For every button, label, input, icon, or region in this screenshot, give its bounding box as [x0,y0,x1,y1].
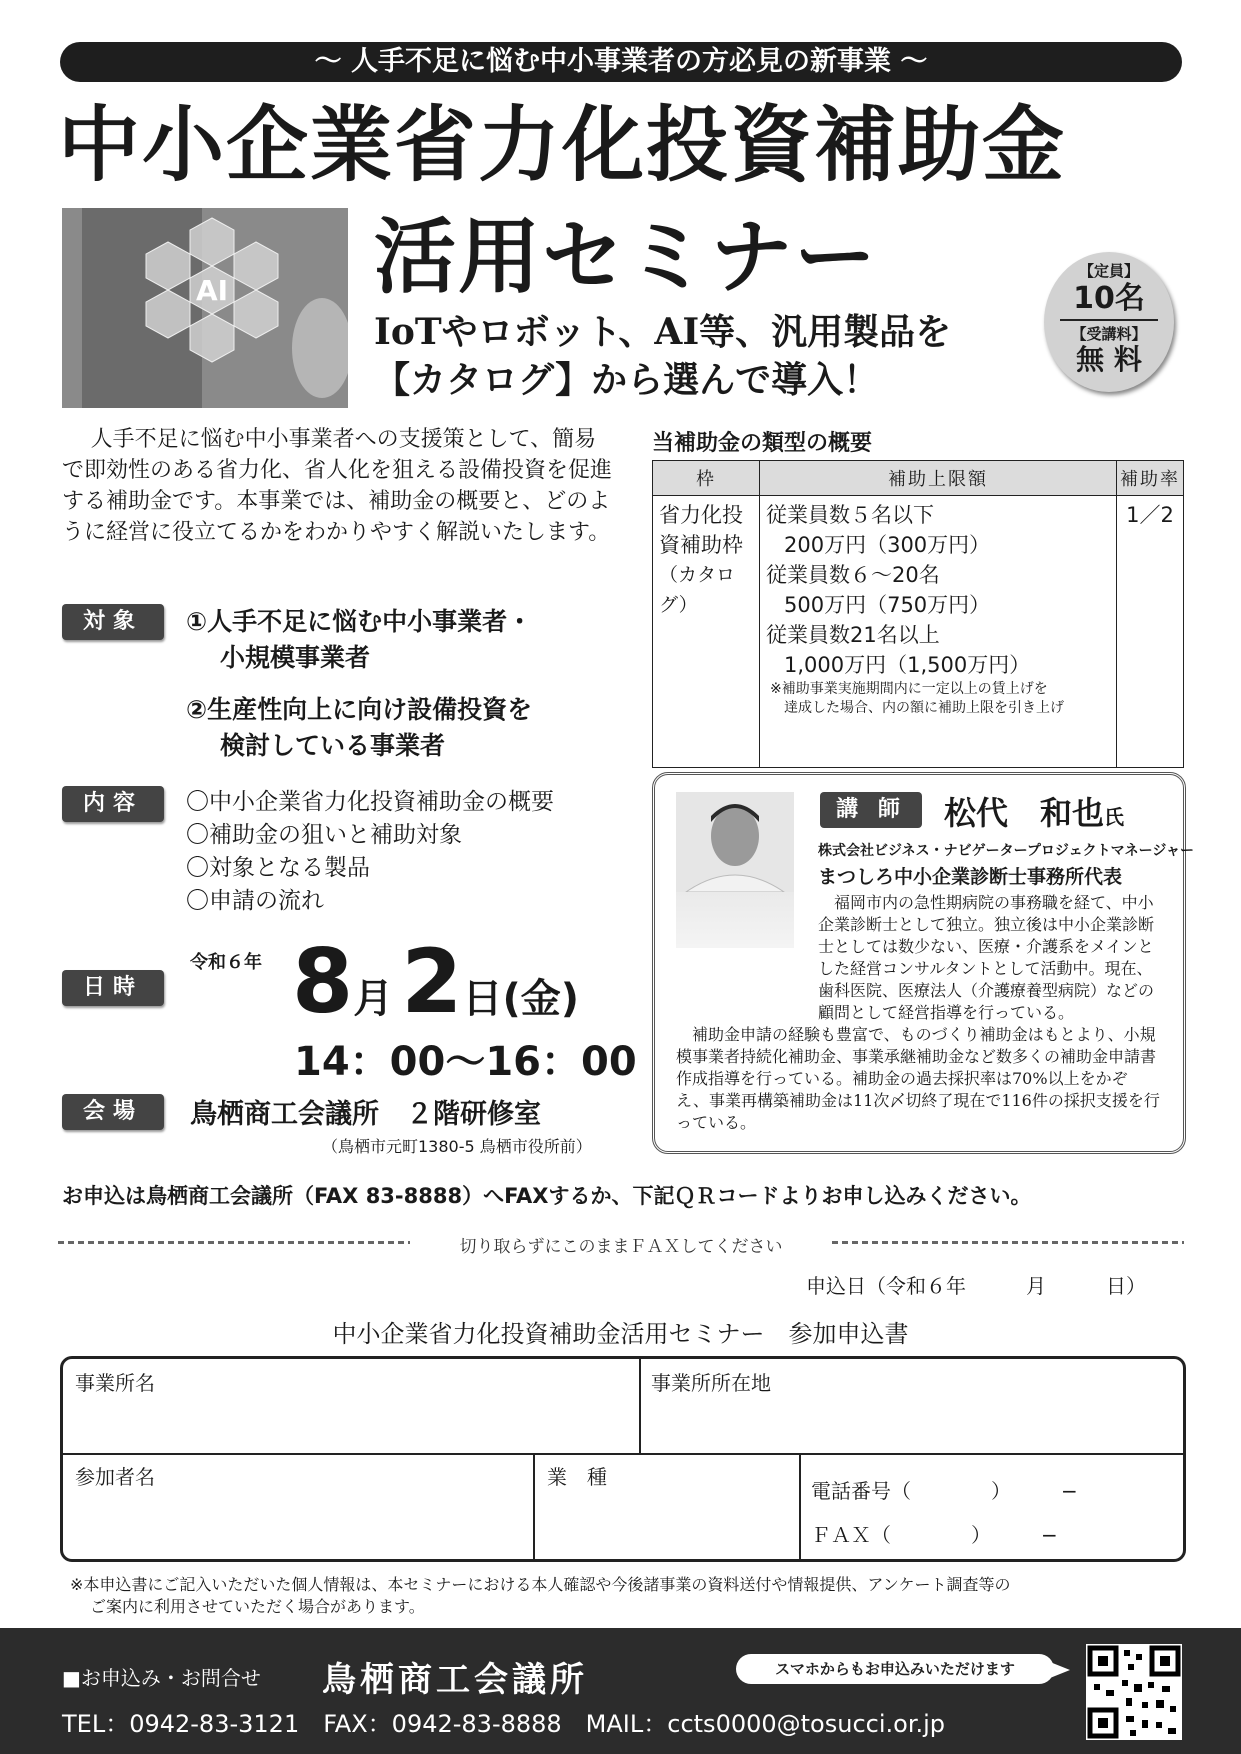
intro-paragraph: 人手不足に悩む中小事業者への支援策として、簡易で即効性のある省力化、省人化を狙える設備投資を促進する補助金です。本事業では、補助金の概要と、どのように経営に役立てるかをわかりやすく解説いたします。 [62,427,613,545]
target-tag: 対象 [62,604,164,640]
summary-title: 当補助金の類型の概要 [652,431,873,456]
fee-value: 無 料 [1076,343,1142,376]
lecturer-bio-p2: 補助金申請の経験も豊富で、ものづくり補助金はもとより、小規模事業者持続化補助金、事業承継補助金など数多くの補助金申請書作成指導を行っている。補助金の過去採択率は70%以上をかぞえ、事業再構築補助金は11次〆切終了現在で116件の採択支援を行っている。 [676,1025,1160,1132]
list-item: 〇申請の流れ [186,888,324,914]
event-time: 14：00〜16：00 [294,1039,637,1085]
target-item-2-line1: ②生産性向上に向け設備投資を [186,695,533,724]
fee-label: 【受講料】 [1071,325,1147,343]
application-date: 申込日（令和６年 月 日） [806,1274,1146,1298]
limit-note-line2: 達成した場合、内の額に補助上限を引き上げ [784,700,1064,716]
limit-note-line1: ※補助事業実施期間内に一定以上の賃上げを [770,681,1048,697]
summary-rate-cell: 1／2 [1117,496,1184,768]
event-date [292,930,579,1033]
target-item-1 [186,604,532,676]
page-subtitle: 活用セミナー [374,210,879,305]
limit-amount-1: 200万円（300万円） [784,533,991,557]
privacy-note-line2: ご案内に利用させていただく場合があります。 [90,1597,425,1616]
capacity-divider [1060,319,1158,321]
date-era: 令和６年 [190,952,262,973]
contact-label: ■お申込み・お問合せ [62,1666,261,1690]
content-list [186,786,554,918]
office-name-field[interactable]: 事業所名 [75,1371,155,1395]
venue-address: （鳥栖市元町1380-5 鳥栖市役所前） [322,1137,592,1156]
lecturer-company: 株式会社ビジネス・ナビゲータープロジェクトマネージャー [818,843,1195,859]
date-month-unit: 月 [353,976,394,1022]
lecturer-bio [676,892,1160,1134]
summary-table [652,460,1184,768]
callout-arrow [1050,1662,1070,1678]
lecturer-name-text: 松代 和也 [944,794,1105,832]
tagline [374,308,951,404]
venue-tag: 会場 [62,1094,164,1130]
phone-field[interactable]: 電話番号（ ） − [811,1479,1078,1503]
ai-hexagon-illustration [62,208,348,408]
lecturer-tag: 講 師 [820,792,922,828]
date-day-unit: 日 [462,976,503,1022]
content-tag: 内容 [62,786,164,822]
limit-amount-2: 500万円（750万円） [784,593,991,617]
capacity-label: 【定員】 [1078,262,1139,280]
form-title: 中小企業省力化投資補助金活用セミナー 参加申込書 [332,1320,909,1348]
fax-field[interactable]: ＦＡＸ（ ） − [811,1523,1058,1547]
frame-line2: 資補助枠 [659,533,743,557]
photo-ai-label: AI [195,274,229,307]
list-item: 〇中小企業省力化投資補助金の概要 [186,789,554,815]
lecturer-honorific: 氏 [1104,805,1125,829]
lecturer-bio-p1: 福岡市内の急性期病院の事務職を経て、中小企業診断士として独立。独立後は中小企業診断士としては数少ない、医療・介護系をメインとした経営コンサルタントとして活動中。現在、歯科医院、医療法人（介護療養型病院）などの顧問として経営指導を行っている。 [818,893,1155,1022]
summary-header-rate: 補助率 [1117,461,1184,496]
lecturer-name [944,788,1124,834]
contact-details: TEL：0942-83-3121 FAX：0942-83-8888 MAIL：ccts0000@tosucci.or.jp [62,1710,946,1738]
date-month: 8 [292,930,354,1033]
org-name: 鳥栖商工会議所 [322,1660,588,1700]
limit-cond-3: 従業員数21名以上 [766,623,940,647]
summary-header-frame: 枠 [653,461,760,496]
summary-header-limit: 補助上限額 [760,461,1117,496]
privacy-note-line1: ※本申込書にご記入いただいた個人情報は、本セミナーにおける本人確認や今後諸事業の資料送付や情報提供、アンケート調査等の [70,1575,1011,1594]
participant-field[interactable]: 参加者名 [75,1465,155,1489]
top-banner: 〜 人手不足に悩む中小事業者の方必見の新事業 〜 [60,42,1182,82]
summary-limit-cell [760,496,1117,768]
list-item: 〇補助金の狙いと補助対象 [186,822,462,848]
page-title: 中小企業省力化投資補助金 [58,98,1067,193]
office-address-field[interactable]: 事業所所在地 [651,1371,771,1395]
target-item-2-line2: 検討している事業者 [220,731,446,760]
cut-dash-left [58,1241,410,1244]
qr-code-icon[interactable] [1086,1644,1182,1740]
smartphone-note: スマホからもお申込みいただけます [736,1654,1054,1684]
cut-line [58,1232,1184,1257]
capacity-badge [1044,252,1174,392]
cut-line-text: 切り取らずにこのままＦＡＸしてください [459,1237,783,1257]
date-day: 2 [401,930,463,1033]
limit-cond-1: 従業員数５名以下 [766,503,934,527]
footer [0,1628,1241,1754]
lecturer-portrait [676,792,794,892]
target-item-2 [186,692,532,764]
tagline-line1: IoTやロボット、AI等、汎用製品を [374,311,952,353]
form-divider-v1 [639,1359,641,1453]
date-weekday: (金) [502,976,580,1022]
form-divider-v3 [799,1453,801,1559]
form-divider-v2 [533,1453,535,1559]
summary-frame-cell [653,496,760,768]
form-divider-h [63,1453,1183,1455]
application-form [60,1356,1186,1562]
limit-amount-3: 1,000万円（1,500万円） [784,653,1031,677]
capacity-value: 10名 [1073,281,1145,316]
lecturer-office: まつしろ中小企業診断士事務所代表 [818,866,1123,888]
target-item-1-line1: ①人手不足に悩む中小事業者・ [186,607,533,636]
hero-photo [62,208,348,408]
list-item: 〇対象となる製品 [186,855,370,881]
datetime-tag: 日時 [62,970,164,1006]
cut-dash-right [832,1241,1184,1244]
frame-line3: （カタログ） [659,564,736,616]
limit-cond-2: 従業員数６〜20名 [766,563,940,587]
application-instructions: お申込は鳥栖商工会議所（FAX 83-8888）へFAXするか、下記ＱＲコードよりお申し込みください。 [62,1184,1032,1208]
industry-field[interactable]: 業 種 [547,1465,607,1489]
target-item-1-line2: 小規模事業者 [220,643,371,672]
frame-line1: 省力化投 [659,503,743,527]
tagline-line2: 【カタログ】から選んで導入！ [374,359,880,401]
venue-name: 鳥栖商工会議所 ２階研修室 [190,1099,541,1130]
